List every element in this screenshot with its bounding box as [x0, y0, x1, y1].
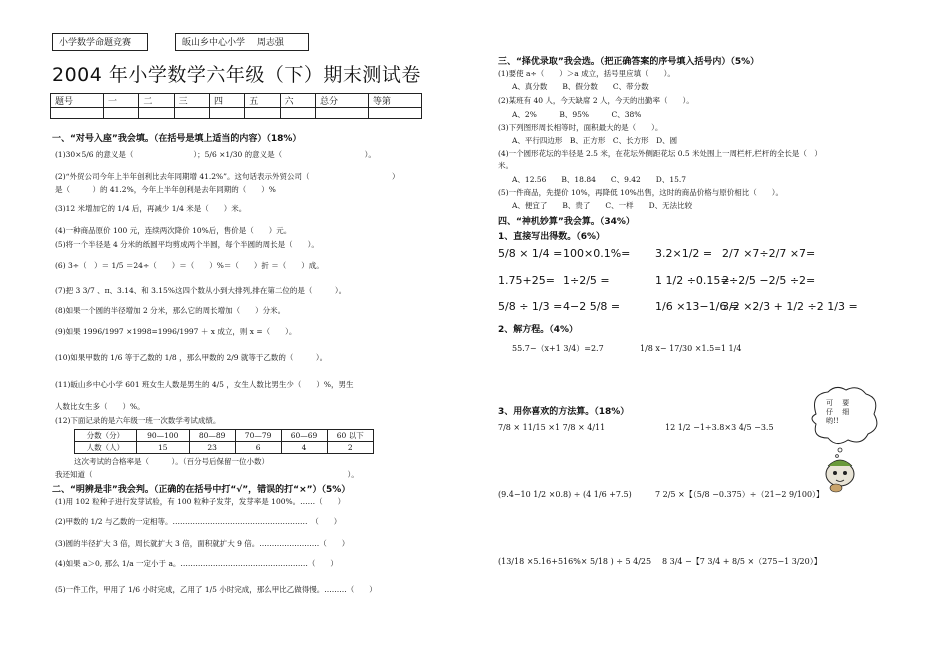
q7: (7)把 3 3/7 、π、3.14、和 3.15%这四个数从小到大排列,排在第二位的是（ ）。 [55, 286, 347, 295]
school-label-box [175, 33, 309, 51]
q10: (10)如果甲数的 1/6 等于乙数的 1/8 ，那么甲数的 2/9 就等于乙数的（ ）。 [55, 353, 328, 362]
grade-table-cell: 60 以下 [327, 430, 374, 442]
judge-2: (2)甲数的 1/2 与乙数的一定相等。……………………………………………… （ ） [55, 517, 342, 526]
choice-4-options: A、12.56 B、18.84 C、9.42 D、15.7 [512, 175, 687, 184]
score-blank-cell[interactable] [280, 108, 315, 119]
choice-1-options: A、真分数 B、假分数 C、带分数 [512, 82, 649, 91]
direct-calc-item: 2÷2/5 −2/5 ÷2= [722, 274, 816, 287]
q2-line-2: 是（ ）的 41.2%，今年上半年创利是去年同期的（ ）% [55, 185, 276, 194]
bubble-char-2: 要 [842, 399, 850, 407]
judge-1: (1)用 102 粒种子进行发芽试验，有 100 粒种子发芽，发芽率是 100%。……（ ） [55, 497, 346, 506]
choice-4-line-2: 米。 [498, 161, 513, 170]
score-header-cell: 二 [139, 94, 174, 108]
contest-label: 小学数学命题竞赛 [59, 38, 132, 48]
choice-2-options: A、2% B、95% C、38% [512, 110, 642, 119]
direct-calc-item: 3/2 ×2/3 + 1/2 ÷2 1/3 = [722, 300, 858, 313]
q5: (5)将一个半径是 4 分米的纸圆平均剪成两个半圆，每个半圆的周长是（ ）。 [55, 240, 319, 249]
q8: (8)如果一个圆的半径增加 2 分米，那么它的周长增加（ ）分米。 [55, 306, 286, 315]
choice-5-options: A、便宜了 B、贵了 C、一样 D、无法比较 [512, 201, 693, 210]
score-header-cell: 五 [245, 94, 280, 108]
page-title: 2004 年小学数学六年级（下）期末测试卷 [52, 64, 421, 86]
direct-calc-item: 1.75+25= [498, 274, 555, 287]
mixed-calc-4: 7 2/5 ×【（5/8 −0.375）÷（21−2 9/100）】 [655, 490, 825, 499]
mixed-calc-3: (9.4−10 1/2 ×0.8) ÷ (4 1/6 +7.5) [498, 490, 632, 499]
equation-2: 1/8 x− 17/30 ×1.5=1 1/4 [640, 344, 742, 353]
grade-table-cell: 4 [281, 442, 327, 454]
grade-table-cell: 人数（人） [75, 442, 137, 454]
choice-1: (1)要使 a÷（ ）＞a 成立，括号里应填（ ）。 [498, 69, 675, 78]
grade-table-cell: 15 [136, 442, 189, 454]
direct-calc-item: 100×0.1%= [563, 247, 631, 260]
choice-5: (5)一件商品，先提价 10%，再降低 10%出售，这时的商品价格与原价相比（ ）。 [498, 188, 783, 197]
grade-table-cell: 23 [189, 442, 235, 454]
score-header-cell: 一 [103, 94, 138, 108]
grade-table-cell: 70—79 [235, 430, 281, 442]
choice-3-options: A、平行四边形 B、正方形 C、长方形 D、圆 [512, 136, 678, 145]
grade-table [74, 429, 374, 454]
bubble-char-1: 可 [826, 399, 833, 407]
equation-1: 55.7−（x+1 3/4）=2.7 [512, 344, 604, 353]
score-header-cell: 总分 [315, 94, 368, 108]
bubble-char-4: 细 [842, 408, 850, 416]
score-table-header-row [51, 94, 422, 108]
school-label: 皈山乡中心小学 周志强 [182, 38, 284, 48]
contest-label-box [52, 33, 148, 51]
choice-4-line-1: (4)一个圆形花坛的半径是 2.5 米，在花坛外侧距花坛 0.5 米处围上一周栏杆,栏杆的全长是（ ） [498, 149, 822, 158]
direct-calc-item: 2/7 ×7÷2/7 ×7= [722, 247, 816, 260]
grade-table-row [75, 430, 374, 442]
direct-calc-item: 4−2 5/8 = [563, 300, 621, 313]
score-blank-cell[interactable] [139, 108, 174, 119]
choice-3: (3)下列图形周长相等时，面积最大的是（ ）。 [498, 123, 663, 132]
score-table [50, 93, 422, 119]
subsection-3-heading: 3、用你喜欢的方法算。（18%） [498, 407, 630, 417]
q12-pass-rate: 这次考试的合格率是（ ）。（百分号后保留一位小数） [74, 457, 269, 466]
direct-calc-item: 5/8 × 1/4 = [498, 247, 563, 260]
section-1-heading: 一、“对号入座”我会填。（在括号是填上适当的内容）（18%） [52, 134, 302, 144]
grade-table-cell: 90—100 [136, 430, 189, 442]
q4: (4)一种商品原价 100 元，连续两次降价 10%后，售价是（ ）元。 [55, 226, 292, 235]
grade-table-cell: 分数（分） [75, 430, 137, 442]
direct-calc-item: 1÷2/5 = [563, 274, 610, 287]
q6: (6) 3÷（ ）＝ 1/5 ＝24÷（ ）＝（ ）%＝（ ）折 ＝（ ）成。 [55, 261, 324, 270]
score-header-cell: 题号 [51, 94, 104, 108]
judge-3: (3)圆的半径扩大 3 倍，周长就扩大 3 倍，面积就扩大 9 倍。……………………（ ） [55, 539, 350, 548]
mixed-calc-2: 12 1/2 −1÷3.8×3 4/5 −3.5 [665, 423, 774, 432]
score-header-cell: 六 [280, 94, 315, 108]
grade-table-cell: 80—89 [189, 430, 235, 442]
mixed-calc-1: 7/8 × 11/15 ×1 7/8 × 4/11 [498, 423, 606, 432]
direct-calc-item: 3.2×1/2 = [655, 247, 713, 260]
score-blank-cell[interactable] [315, 108, 368, 119]
q12: (12)下面记录的是六年级一班一次数学考试成绩。 [55, 416, 221, 425]
grade-table-row [75, 442, 374, 454]
score-blank-cell[interactable] [174, 108, 209, 119]
score-header-cell: 等第 [368, 94, 421, 108]
q2-line-1: (2)“外贸公司今年上半年创利比去年同期增 41.2%”。这句话表示外贸公司（ ） [55, 172, 400, 181]
bubble-text [826, 399, 866, 426]
grade-table-cell: 2 [327, 442, 374, 454]
subsection-2-heading: 2、解方程。（4%） [498, 325, 579, 335]
choice-2: (2)某班有 40 人，今天缺席 2 人，今天的出勤率（ ）。 [498, 96, 694, 105]
score-blank-cell[interactable] [368, 108, 421, 119]
section-4-heading: 四、“神机妙算”我会算。（34%） [498, 217, 635, 227]
q11-line-2: 人数比女生多（ ）%。 [55, 402, 145, 411]
direct-calc-item: 1/6 ×13−1/6 = [655, 300, 740, 313]
q3: (3)12 米增加它的 1/4 后，再减少 1/4 米是（ ）米。 [55, 204, 247, 213]
bubble-char-5: 哟!! [826, 417, 839, 425]
q1: (1)30×5/6 的意义是（ ）；5/6 ×1/30 的意义是（ ）。 [55, 150, 376, 159]
score-blank-cell[interactable] [103, 108, 138, 119]
mixed-calc-6: 8 3/4 −【7 3/4 + 8/5 ×（275−1 3/20）】 [662, 557, 822, 566]
judge-5: (5)一件工作，甲用了 1/6 小时完成，乙用了 1/5 小时完成，那么甲比乙做得慢。………（ ） [55, 585, 377, 594]
subsection-1-heading: 1、直接写出得数。（6%） [498, 232, 606, 242]
grade-table-cell: 6 [235, 442, 281, 454]
score-table-blank-row [51, 108, 422, 119]
direct-calc-item: 1 1/2 ÷0.15= [655, 274, 730, 287]
section-2-heading: 二、“明辨是非”我会判。（正确的在括号中打“√”，错误的打“×”）（5%） [52, 485, 351, 495]
section-3-heading: 三、“择优录取”我会选。（把正确答案的序号填入括号内）（5%） [498, 57, 760, 67]
mixed-calc-5: (13/18 ×5.16+516%× 5/18 ) ÷ 5 4/25 [498, 557, 652, 566]
score-header-cell: 三 [174, 94, 209, 108]
bubble-char-3: 仔 [826, 408, 833, 416]
score-header-cell: 四 [209, 94, 244, 108]
q9: (9)如果 1996/1997 ×1998=1996/1997 ＋ x 成立，则 x =（ ）。 [55, 327, 297, 336]
score-blank-cell[interactable] [51, 108, 104, 119]
q11-line-1: (11)皈山乡中心小学 601 班女生人数是男生的 4/5 ，女生人数比男生少（ ）%，男生 [55, 380, 354, 389]
score-blank-cell[interactable] [209, 108, 244, 119]
judge-4: (4)如果 a＞0, 那么 1/a 一定小于 a。……………………………………………（ ） [55, 559, 338, 568]
grade-table-cell: 60—69 [281, 430, 327, 442]
q12-also-know: 我还知道（ ）。 [55, 470, 359, 479]
direct-calc-item: 5/8 ÷ 1/3 = [498, 300, 563, 313]
score-blank-cell[interactable] [245, 108, 280, 119]
